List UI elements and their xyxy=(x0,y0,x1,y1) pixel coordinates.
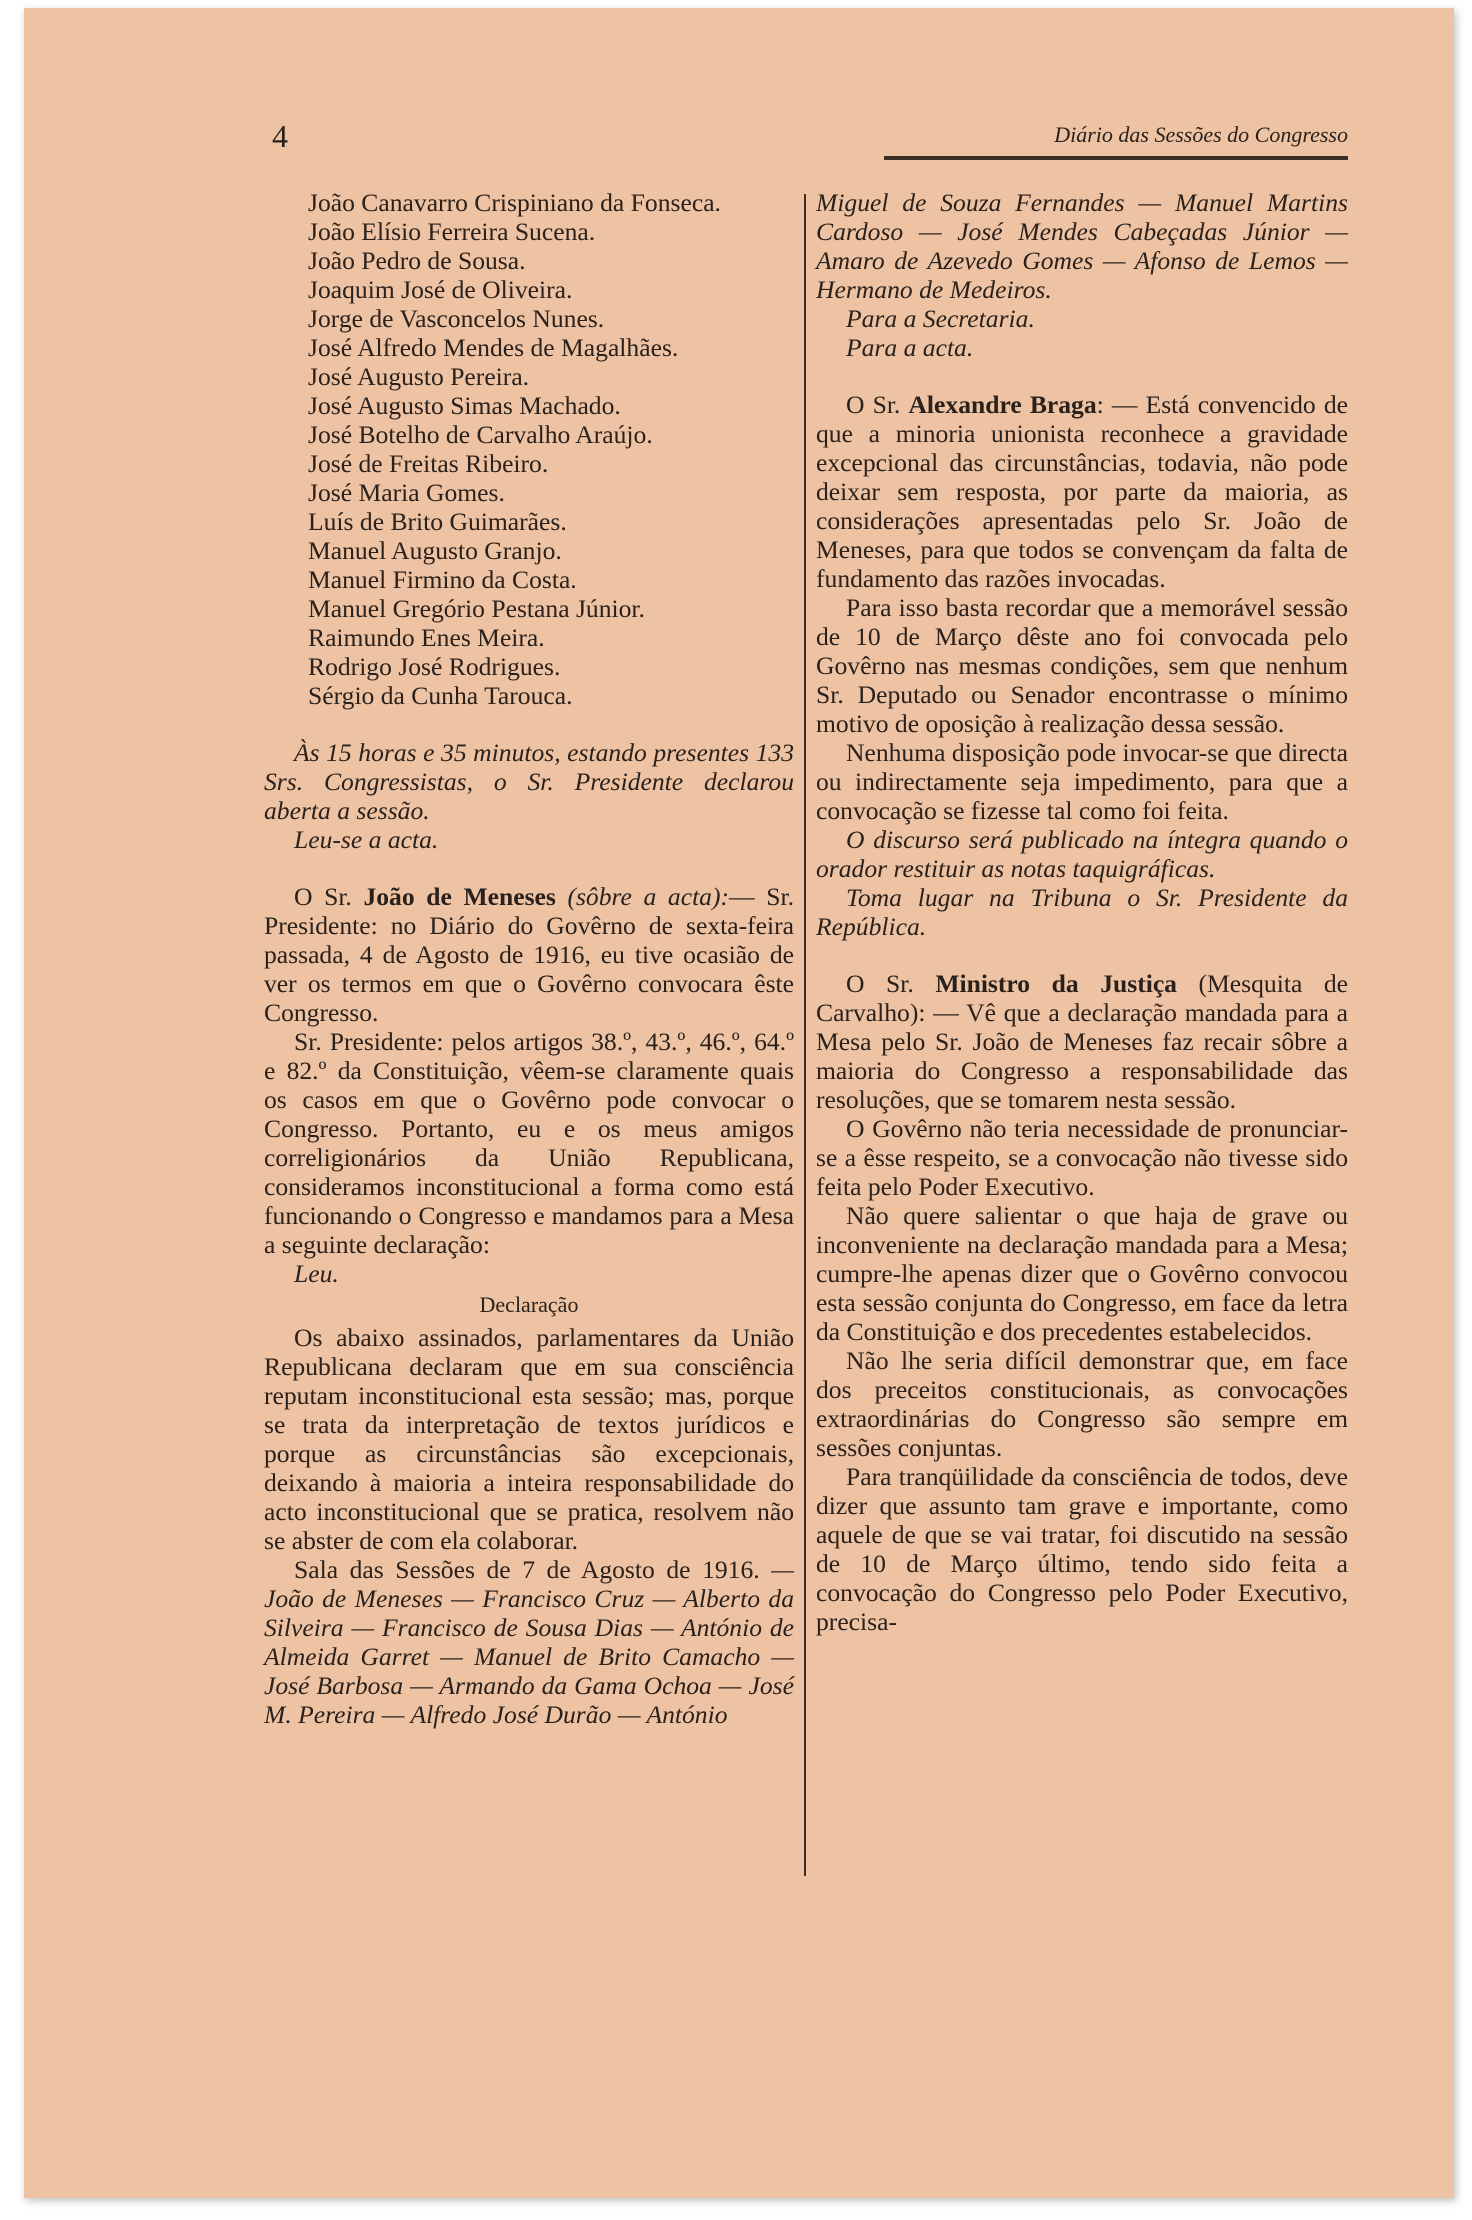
disposition-secretary: Para a Secretaria. xyxy=(846,304,1035,333)
attendee-name: José Botelho de Carvalho Araújo. xyxy=(308,420,653,449)
declaration-text: Os abaixo assinados, parlamentares da União Republicana declaram que em sua consciência reputam inconstitucional esta sessão; mas, porque se trata da interpretação de textos jurídicos e porque as circunstâncias são excepcionais, deixando à maioria a inteira responsabilidade do acto inconstitucional que se pratica, resolvem não se abster de com ela colaborar. xyxy=(264,1323,794,1555)
speech-paragraph: Para tranqüilidade da consciência de todos, deve dizer que assunto tam grave e importante, como aquele de que se vai tratar, foi discutido na sessão de 10 de Março último, tendo sido feita a convocação do Congresso pelo Poder Executivo, precisa- xyxy=(816,1462,1348,1636)
page-number: 4 xyxy=(272,118,288,154)
speaker-name: Alexandre Braga xyxy=(908,390,1097,419)
attendee-name: Joaquim José de Oliveira. xyxy=(308,275,573,304)
attendee-name: João Canavarro Crispiniano da Fonseca. xyxy=(308,188,721,217)
attendee-name: Manuel Gregório Pestana Júnior. xyxy=(308,594,645,623)
minutes-read-note: Leu-se a acta. xyxy=(294,825,439,854)
journal-title: Diário das Sessões do Congresso xyxy=(1054,122,1348,147)
newspaper-page xyxy=(24,8,1454,2198)
attendee-name: José Augusto Simas Machado. xyxy=(308,391,621,420)
speech-paragraph: Não quere salientar o que haja de grave ou inconveniente na declaração mandada para a Mesa; cumpre-lhe apenas dizer que o Govêrno convocou esta sessão conjunta do Congresso, em face da letra da Constituição e dos precedentes estabelecidos. xyxy=(816,1201,1348,1346)
speech-alexandre-braga xyxy=(816,390,1348,593)
speaker-prefix: O Sr. xyxy=(294,882,352,911)
speech-paragraph: Não lhe seria difícil demonstrar que, em face dos preceitos constitucionais, as convocações extraordinárias do Congresso são sempre em sessões conjuntas. xyxy=(816,1346,1348,1462)
disposition-minutes: Para a acta. xyxy=(846,333,974,362)
speech-paragraph: O Govêrno não teria necessidade de pronunciar-se a êsse respeito, se a convocação não tivesse sido feita pelo Poder Executivo. xyxy=(816,1114,1348,1201)
attendee-list xyxy=(264,188,794,710)
speaker-name: Ministro da Justiça xyxy=(935,969,1177,998)
attendee-name: Manuel Firmino da Costa. xyxy=(308,565,577,594)
speech-paragraph: Sr. Presidente: pelos artigos 38.º, 43.º, 46.º, 64.º e 82.º da Constituição, vêem-se claramente quais os casos em que o Govêrno pode convocar o Congresso. Portanto, eu e os meus amigos correligionários da União Republicana, consideramos inconstitucional a forma como está funcionando o Congresso e mandamos para a Mesa a seguinte declaração: xyxy=(264,1027,794,1259)
attendee-name: Jorge de Vasconcelos Nunes. xyxy=(308,304,605,333)
column-divider xyxy=(804,194,806,1876)
header-rule xyxy=(884,156,1348,160)
speech-paragraph: Nenhuma disposição pode invocar-se que directa ou indirectamente seja impedimento, para que a convocação se fizesse tal como foi feita. xyxy=(816,738,1348,825)
attendee-name: João Pedro de Sousa. xyxy=(308,246,526,275)
attendee-name: Raimundo Enes Meira. xyxy=(308,623,545,652)
attendee-name: Sérgio da Cunha Tarouca. xyxy=(308,681,573,710)
speaker-prefix: O Sr. xyxy=(846,390,901,419)
speaker-name: João de Meneses xyxy=(363,882,556,911)
attendee-name: José Alfredo Mendes de Magalhães. xyxy=(308,333,679,362)
declaration-signatures xyxy=(264,1555,794,1729)
right-column xyxy=(816,188,1348,1636)
attendee-name: João Elísio Ferreira Sucena. xyxy=(308,217,596,246)
read-note: Leu. xyxy=(294,1259,339,1288)
speaker-note: (sôbre a acta): xyxy=(567,882,730,911)
session-opening: Às 15 horas e 35 minutos, estando presentes 133 Srs. Congressistas, o Sr. Presidente declarou aberta a sessão. xyxy=(264,738,794,825)
signature-list: — João de Meneses — Francisco Cruz — Alberto da Silveira — Francisco de Sousa Dias — António de Almeida Garret — Manuel de Brito Camacho — José Barbosa — Armando da Gama Ochoa — José M. Pereira — Alfredo José Durão — António xyxy=(264,1555,794,1729)
attendee-name: Luís de Brito Guimarães. xyxy=(308,507,567,536)
attendee-name: Rodrigo José Rodrigues. xyxy=(308,652,561,681)
attendee-name: José Augusto Pereira. xyxy=(308,362,530,391)
attendee-name: José Maria Gomes. xyxy=(308,478,505,507)
speech-paragraph: Para isso basta recordar que a memorável sessão de 10 de Março dêste ano foi convocada pelo Govêrno nas mesmas condições, sem que nenhum Sr. Deputado ou Senador encontrasse o mínimo motivo de oposição à realização dessa sessão. xyxy=(816,593,1348,738)
declaration-heading: Declaração xyxy=(479,1292,579,1317)
attendee-name: Manuel Augusto Granjo. xyxy=(308,536,562,565)
attendee-name: José de Freitas Ribeiro. xyxy=(308,449,549,478)
speaker-prefix: O Sr. xyxy=(846,969,914,998)
signature-list-continued: Miguel de Souza Fernandes — Manuel Martins Cardoso — José Mendes Cabeçadas Júnior — Amaro de Azevedo Gomes — Afonso de Lemos — Hermano de Medeiros. xyxy=(816,188,1348,304)
speech-text: : — Está convencido de que a minoria unionista reconhece a gravidade excepcional das circunstâncias, todavia, não pode deixar sem resposta, por parte da maioria, as considerações apresentadas pelo Sr. João de Meneses, para que todos se convençam da falta de fundamento das razões invocadas. xyxy=(816,390,1348,593)
speech-text: — Sr. Presidente: no Diário do Govêrno de sexta-feira passada, 4 de Agosto de 1916, eu tive ocasião de ver os termos em que o Govêrno convocara êste Congresso. xyxy=(264,882,794,1027)
declaration-place-date: Sala das Sessões de 7 de Agosto de 1916. xyxy=(294,1555,760,1584)
speech-ministro-da-justica xyxy=(816,969,1348,1114)
speech-text: (Mesquita de Carvalho): — Vê que a declaração mandada para a Mesa pelo Sr. João de Meneses faz recair sôbre a maioria do Congresso a responsabilidade das resoluções, que se tomarem nesta sessão. xyxy=(816,969,1348,1114)
speech-joao-de-meneses xyxy=(264,882,794,1027)
stage-note: Toma lugar na Tribuna o Sr. Presidente da República. xyxy=(816,883,1348,941)
transcript-note: O discurso será publicado na íntegra quando o orador restituir as notas taquigráficas. xyxy=(816,825,1348,883)
left-column xyxy=(264,188,794,1729)
